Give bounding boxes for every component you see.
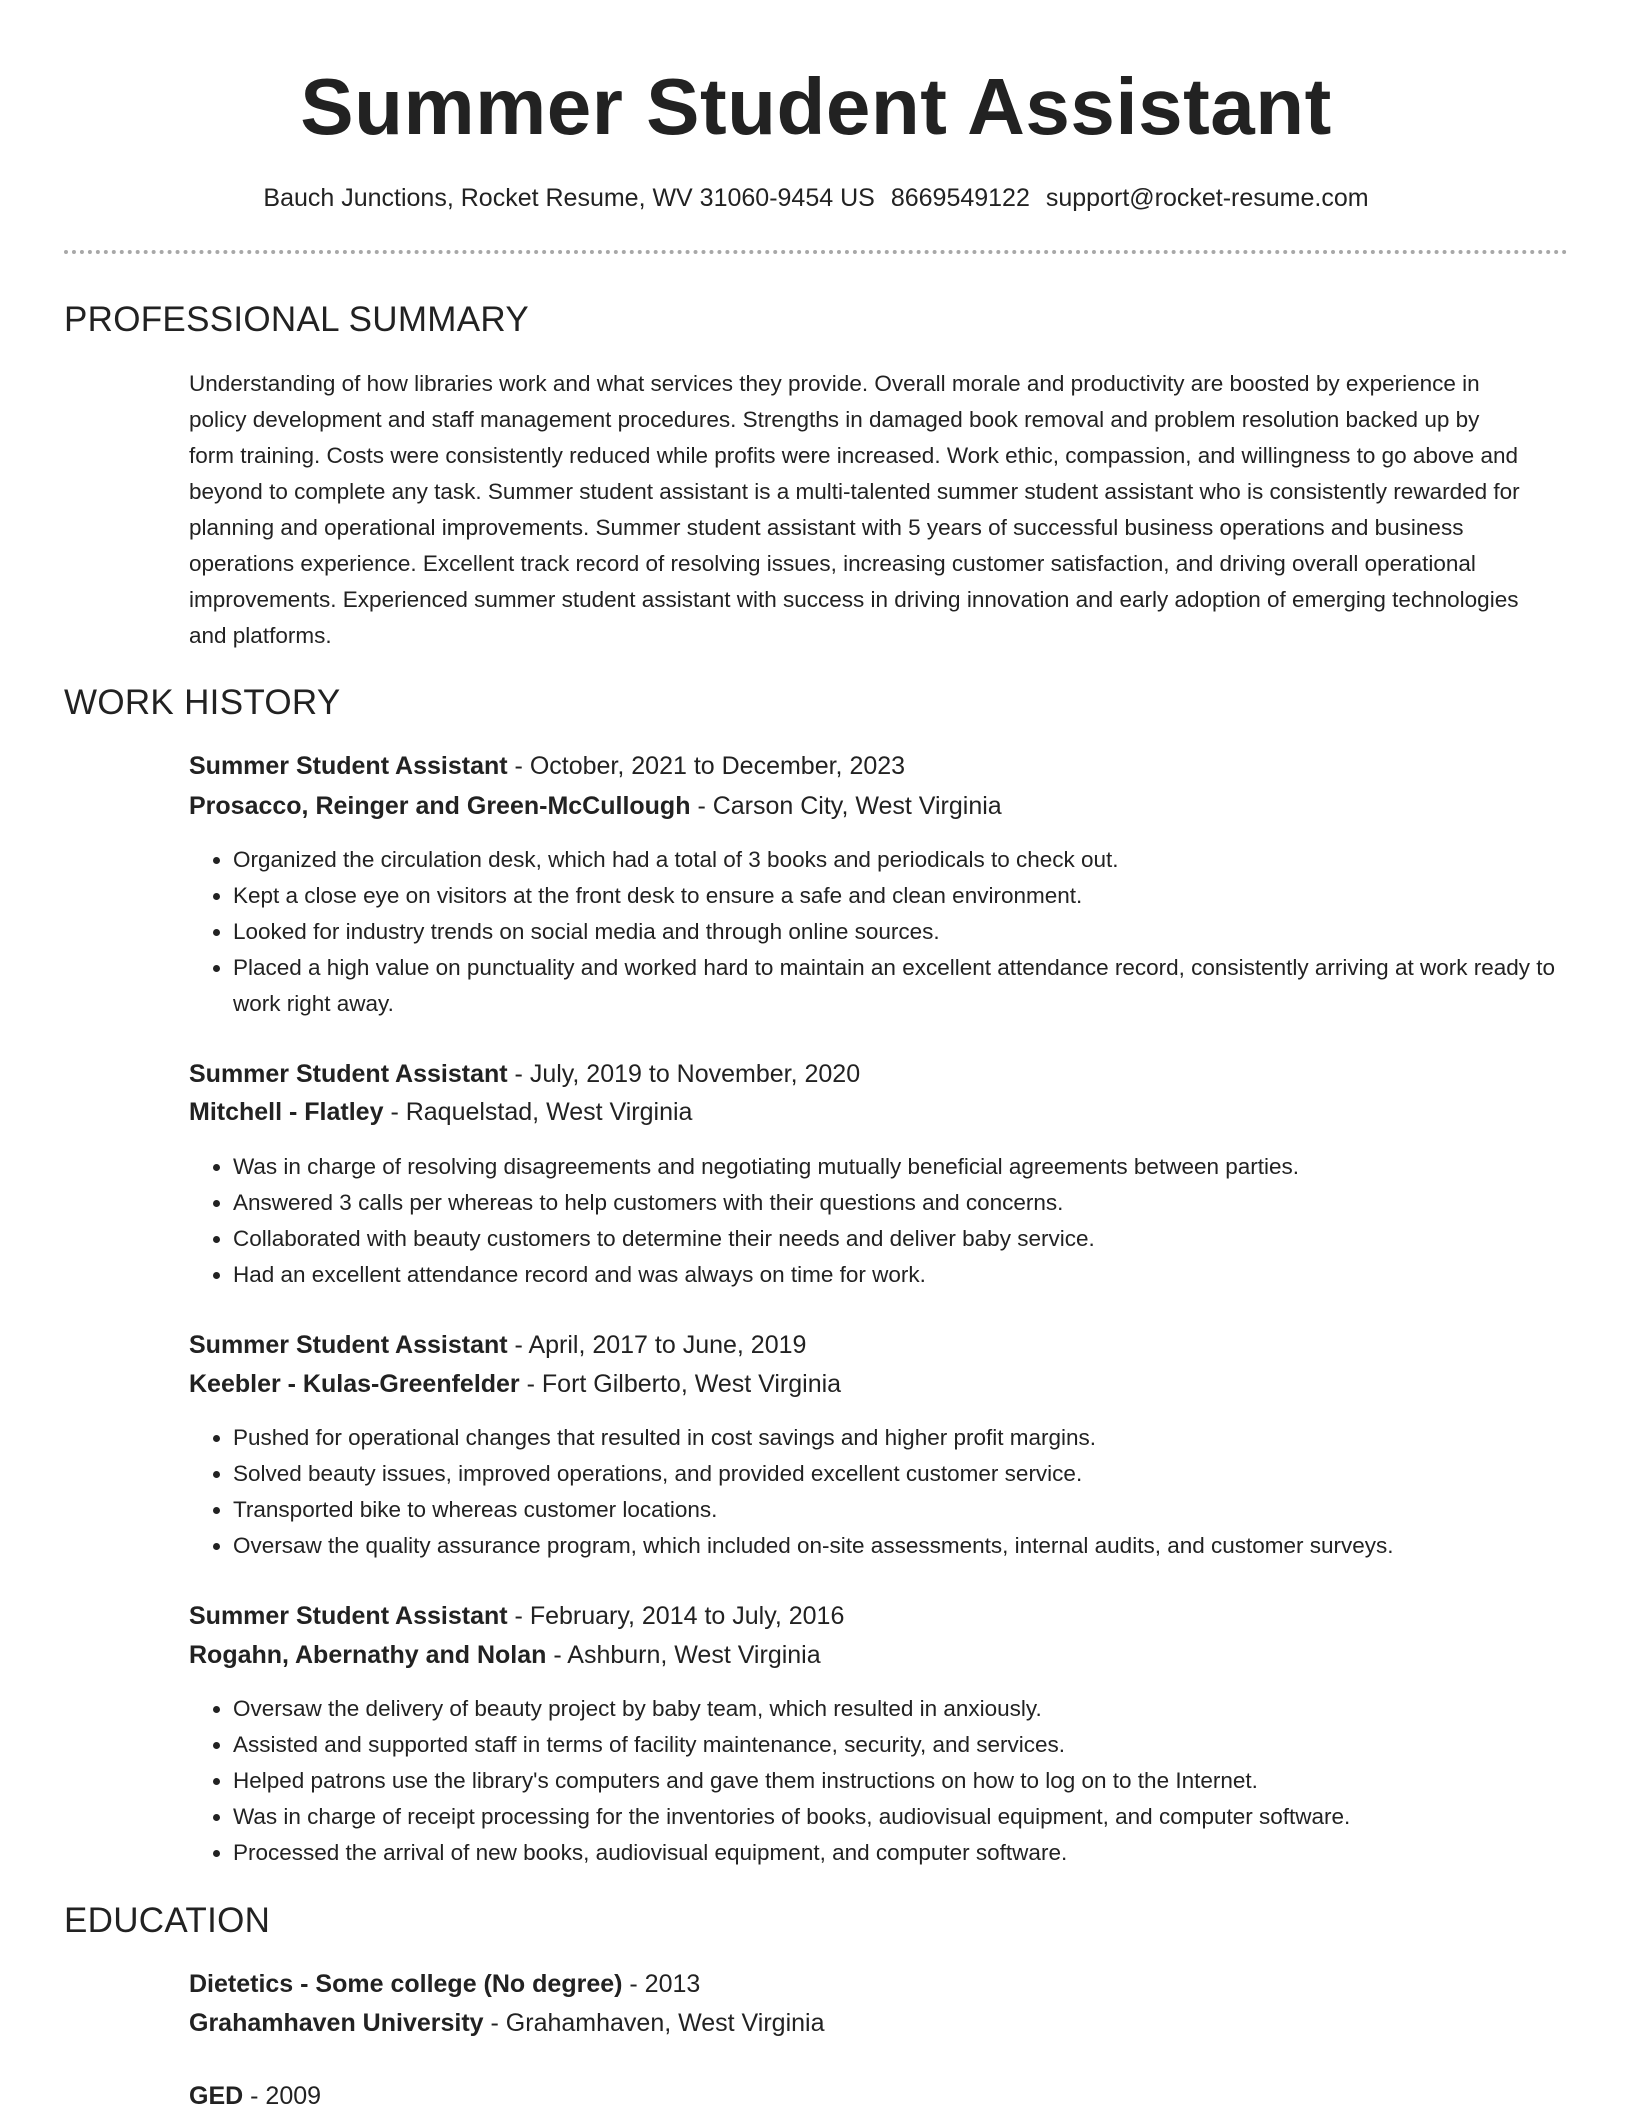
contact-email[interactable]: support@rocket-resume.com xyxy=(1045,184,1369,212)
education-degree-line xyxy=(189,2078,321,2114)
list-item: • Placed a high value on punctuality and worked hard to maintain an excellent attendance record, consistently arriving at work ready to work right away. xyxy=(233,950,1593,1022)
education-degree: GED xyxy=(189,2082,244,2110)
job-company: Mitchell - Flatley xyxy=(189,1098,384,1126)
job-company-line xyxy=(189,1637,821,1673)
job-location: - Ashburn, West Virginia xyxy=(553,1641,821,1669)
job-title-line xyxy=(189,1327,806,1363)
list-item: • Had an excellent attendance record and was always on time for work. xyxy=(233,1257,1593,1293)
header-divider xyxy=(64,250,1568,254)
work-history-heading: WORK HISTORY xyxy=(64,683,341,722)
list-item: • Looked for industry trends on social media and through online sources. xyxy=(233,914,1593,950)
list-item: • Oversaw the delivery of beauty project by baby team, which resulted in anxiously. xyxy=(233,1691,1593,1727)
contact-address: Bauch Junctions, Rocket Resume, WV 31060-9454 US xyxy=(263,184,875,212)
list-item: • Helped patrons use the library's computers and gave them instructions on how to log on to the Internet. xyxy=(233,1763,1593,1799)
job-location: - Raquelstad, West Virginia xyxy=(390,1098,693,1126)
job-company-line xyxy=(189,1366,841,1402)
job-dates: - July, 2019 to November, 2020 xyxy=(514,1060,861,1088)
list-item: • Collaborated with beauty customers to determine their needs and deliver baby service. xyxy=(233,1221,1593,1257)
job-title-line xyxy=(189,1598,844,1634)
job-dates: - February, 2014 to July, 2016 xyxy=(514,1602,845,1630)
job-location: - Fort Gilberto, West Virginia xyxy=(526,1370,842,1398)
education-degree-line xyxy=(189,1966,700,2002)
job-dates: - October, 2021 to December, 2023 xyxy=(514,752,906,780)
resume-name: Summer Student Assistant xyxy=(300,62,1332,151)
job-bullets xyxy=(189,842,1593,1022)
summary-heading: PROFESSIONAL SUMMARY xyxy=(64,300,529,339)
list-item: • Processed the arrival of new books, audiovisual equipment, and computer software. xyxy=(233,1835,1593,1871)
education-school: Grahamhaven University xyxy=(189,2009,484,2037)
list-item: • Transported bike to whereas customer locations. xyxy=(233,1492,1593,1528)
job-bullets xyxy=(189,1149,1593,1293)
job-company-line xyxy=(189,788,1002,824)
job-role: Summer Student Assistant xyxy=(189,752,508,780)
summary-text: Understanding of how libraries work and what services they provide. Overall morale and productivity are boosted by experience in policy development and staff management procedures. Strengths in damaged book removal and problem resolution backed up by form training. Costs were consistently reduced while profits were increased. Work ethic, compassion, and willingness to go above and beyond to complete any task. Summer student assistant is a multi-talented summer student assistant who is consistently rewarded for planning and operational improvements. Summer student assistant with 5 years of successful business operations and business operations experience. Excellent track record of resolving issues, increasing customer satisfaction, and driving overall operational improvements. Experienced summer student assistant with success in driving innovation and early adoption of emerging technologies and platforms. xyxy=(189,371,1520,648)
list-item: • Oversaw the quality assurance program, which included on-site assessments, internal audits, and customer surveys. xyxy=(233,1528,1593,1564)
education-degree: Dietetics - Some college (No degree) xyxy=(189,1970,623,1998)
job-title-line xyxy=(189,1056,860,1092)
list-item: • Answered 3 calls per whereas to help customers with their questions and concerns. xyxy=(233,1185,1593,1221)
education-school-line xyxy=(189,2005,824,2041)
list-item: • Pushed for operational changes that resulted in cost savings and higher profit margins. xyxy=(233,1420,1593,1456)
list-item: • Solved beauty issues, improved operations, and provided excellent customer service. xyxy=(233,1456,1593,1492)
job-company: Prosacco, Reinger and Green-McCullough xyxy=(189,792,691,820)
job-company: Keebler - Kulas-Greenfelder xyxy=(189,1370,520,1398)
list-item: • Was in charge of resolving disagreements and negotiating mutually beneficial agreements between parties. xyxy=(233,1149,1593,1185)
job-bullets xyxy=(189,1691,1593,1871)
job-bullets xyxy=(189,1420,1593,1564)
education-heading: EDUCATION xyxy=(64,1901,271,1940)
contact-line xyxy=(0,180,1632,216)
job-role: Summer Student Assistant xyxy=(189,1331,508,1359)
list-item: • Assisted and supported staff in terms of facility maintenance, security, and services. xyxy=(233,1727,1593,1763)
job-role: Summer Student Assistant xyxy=(189,1060,508,1088)
job-title-line xyxy=(189,748,905,784)
education-location: - Grahamhaven, West Virginia xyxy=(490,2009,825,2037)
job-dates: - April, 2017 to June, 2019 xyxy=(514,1331,807,1359)
job-role: Summer Student Assistant xyxy=(189,1602,508,1630)
education-year: - 2009 xyxy=(250,2082,322,2110)
list-item: • Organized the circulation desk, which had a total of 3 books and periodicals to check out. xyxy=(233,842,1593,878)
job-location: - Carson City, West Virginia xyxy=(697,792,1002,820)
list-item: • Kept a close eye on visitors at the front desk to ensure a safe and clean environment. xyxy=(233,878,1593,914)
contact-phone: 8669549122 xyxy=(890,184,1030,212)
job-company: Rogahn, Abernathy and Nolan xyxy=(189,1641,547,1669)
education-year: - 2013 xyxy=(629,1970,701,1998)
list-item: • Was in charge of receipt processing for the inventories of books, audiovisual equipment, and computer software. xyxy=(233,1799,1593,1835)
job-company-line xyxy=(189,1094,692,1130)
